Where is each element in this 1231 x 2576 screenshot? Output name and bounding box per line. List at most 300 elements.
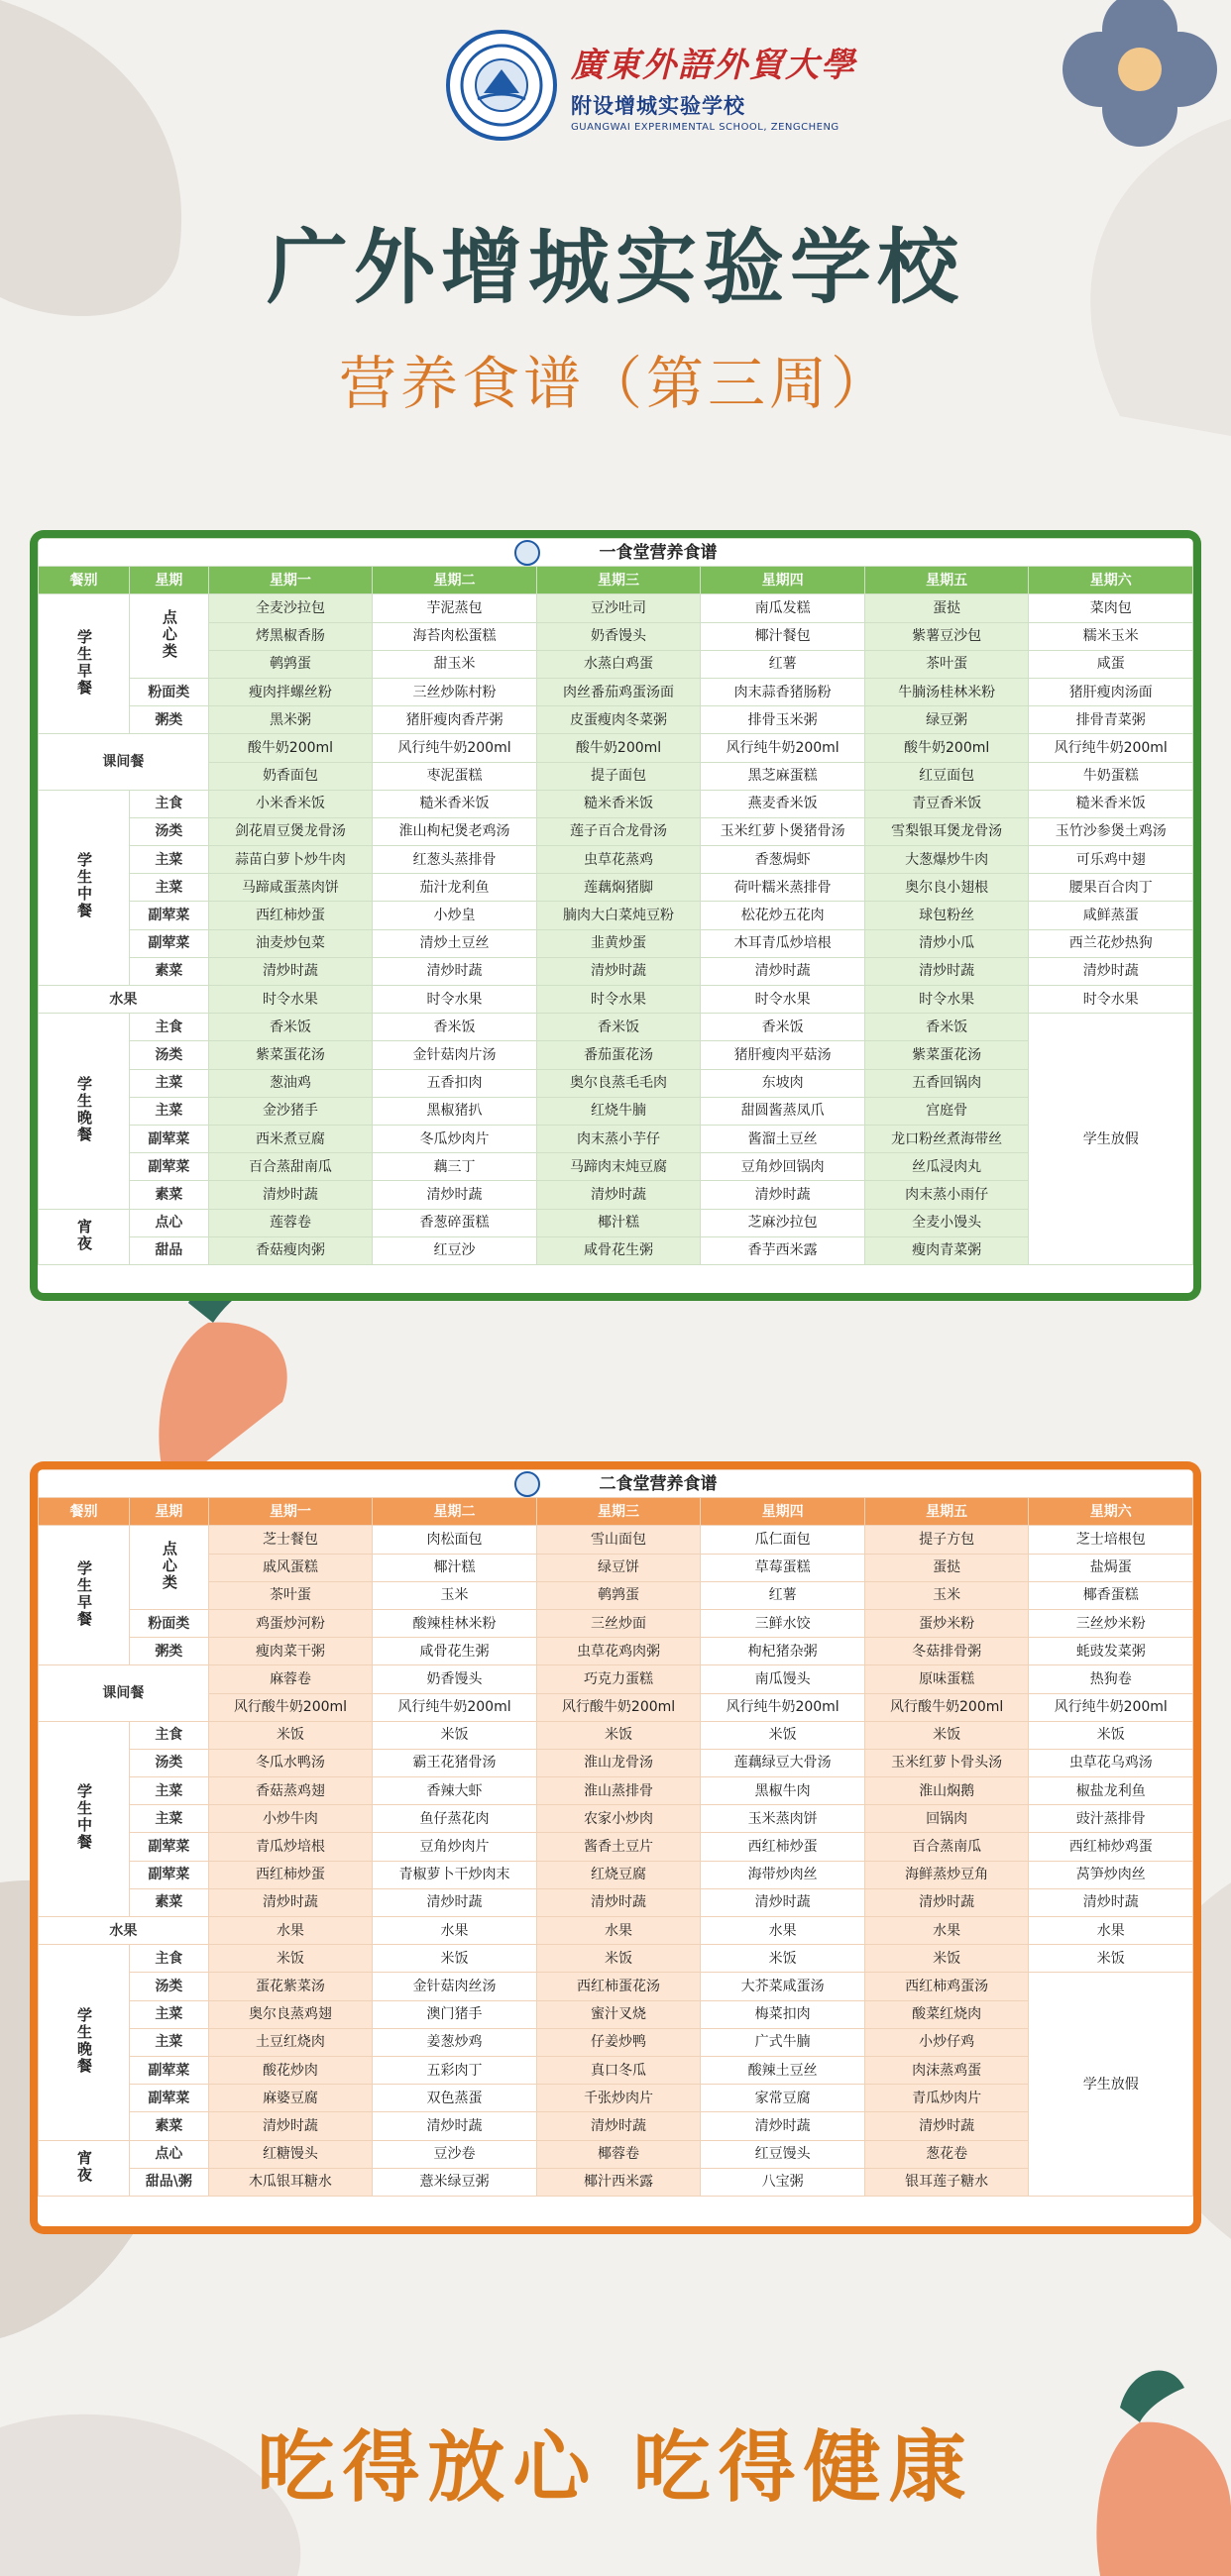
menu-cell: 淮山焖鹅 xyxy=(864,1777,1029,1805)
menu-cell: 时令水果 xyxy=(373,986,537,1014)
column-header: 星期 xyxy=(129,567,208,594)
menu-cell: 米饭 xyxy=(1029,1945,1193,1973)
menu-cell: 黑米粥 xyxy=(208,706,373,734)
meal-label-fruit: 水果 xyxy=(39,986,209,1014)
meal-label-text: 学生晚餐 xyxy=(74,2006,93,2075)
page-subtitle: 营养食谱（第三周） xyxy=(338,350,892,417)
menu-cell: 米饭 xyxy=(536,1721,701,1749)
menu-cell: 风行纯牛奶200ml xyxy=(701,1693,865,1721)
menu-cell: 腩肉大白菜炖豆粉 xyxy=(536,902,701,929)
type-label: 副荤菜 xyxy=(129,902,208,929)
menu-cell: 清炒时蔬 xyxy=(373,1181,537,1209)
type-label: 副荤菜 xyxy=(129,2085,208,2112)
menu-cell: 紫薯豆沙包 xyxy=(864,622,1029,650)
menu-cell: 梅菜扣肉 xyxy=(701,2000,865,2028)
menu-cell: 时令水果 xyxy=(701,986,865,1014)
meal-label-break: 课间餐 xyxy=(39,734,209,790)
menu-cell: 绿豆粥 xyxy=(864,706,1029,734)
menu-cell: 百合蒸甜南瓜 xyxy=(208,1153,373,1181)
meal-label-breakfast xyxy=(39,1526,130,1665)
table-row xyxy=(39,1041,1193,1069)
column-header: 星期一 xyxy=(208,1498,373,1526)
menu-cell: 小炒皇 xyxy=(373,902,537,929)
menu-cell: 提子方包 xyxy=(864,1526,1029,1554)
menu-cell: 双色蒸蛋 xyxy=(373,2085,537,2112)
menu-cell: 莲子百合龙骨汤 xyxy=(536,817,701,845)
menu-cell: 时令水果 xyxy=(536,986,701,1014)
menu-cell: 冬菇排骨粥 xyxy=(864,1638,1029,1665)
menu-cell: 广式牛腩 xyxy=(701,2028,865,2056)
menu-cell: 黑椒猪扒 xyxy=(373,1097,537,1125)
page-title: 广外增城实验学校 xyxy=(266,221,964,315)
menu-cell: 澳门猪手 xyxy=(373,2000,537,2028)
menu-cell: 三丝炒米粉 xyxy=(1029,1609,1193,1637)
menu-cell: 奥尔良小翅根 xyxy=(864,874,1029,902)
menu-cell: 米饭 xyxy=(701,1721,865,1749)
table-row xyxy=(39,846,1193,874)
menu-cell: 酸牛奶200ml xyxy=(864,734,1029,762)
menu-cell: 红豆沙 xyxy=(373,1236,537,1264)
menu-cell: 米饭 xyxy=(373,1721,537,1749)
menu-cell: 清炒时蔬 xyxy=(864,957,1029,985)
menu-cell: 麻蓉卷 xyxy=(208,1665,373,1693)
menu-cell: 风行酸牛奶200ml xyxy=(208,1693,373,1721)
menu-cell: 水果 xyxy=(864,1917,1029,1945)
menu-cell: 皮蛋瘦肉冬菜粥 xyxy=(536,706,701,734)
menu-cell: 米饭 xyxy=(208,1945,373,1973)
type-label: 主菜 xyxy=(129,1097,208,1125)
menu-cell: 茄汁龙利鱼 xyxy=(373,874,537,902)
table-title-text: 二食堂营养食谱 xyxy=(599,1473,718,1494)
menu-cell: 西红柿鸡蛋汤 xyxy=(864,1973,1029,2000)
type-label: 素菜 xyxy=(129,957,208,985)
menu-cell: 玉竹沙参煲土鸡汤 xyxy=(1029,817,1193,845)
column-header: 餐别 xyxy=(39,567,130,594)
menu-cell: 玉米 xyxy=(864,1581,1029,1609)
menu-cell: 椰汁餐包 xyxy=(701,622,865,650)
table-row xyxy=(39,1609,1193,1637)
table-title xyxy=(39,1470,1193,1498)
type-label: 主菜 xyxy=(129,1777,208,1805)
menu-cell: 蛋挞 xyxy=(864,594,1029,622)
menu-cell: 肉松面包 xyxy=(373,1526,537,1554)
menu-cell: 淮山枸杞煲老鸡汤 xyxy=(373,817,537,845)
type-label: 主菜 xyxy=(129,1805,208,1833)
type-label: 主菜 xyxy=(129,874,208,902)
table-row xyxy=(39,1526,1193,1554)
menu-cell: 糙米香米饭 xyxy=(536,790,701,817)
slogan: 吃得放心 吃得健康 xyxy=(257,2423,974,2513)
menu-cell: 清炒时蔬 xyxy=(536,1888,701,1916)
menu-cell: 糙米香米饭 xyxy=(1029,790,1193,817)
menu-cell: 清炒时蔬 xyxy=(701,1181,865,1209)
table-row xyxy=(39,1014,1193,1041)
menu-cell: 青豆香米饭 xyxy=(864,790,1029,817)
menu-cell: 燕麦香米饭 xyxy=(701,790,865,817)
menu-cell: 芝士培根包 xyxy=(1029,1526,1193,1554)
menu-cell: 姜葱炒鸡 xyxy=(373,2028,537,2056)
type-label: 主食 xyxy=(129,790,208,817)
table-row xyxy=(39,957,1193,985)
table-title xyxy=(39,539,1193,567)
menu-cell: 青椒萝卜干炒肉末 xyxy=(373,1861,537,1888)
menu-cell: 西红柿炒蛋 xyxy=(208,1861,373,1888)
menu-cell: 虫草花蒸鸡 xyxy=(536,846,701,874)
menu-cell: 风行纯牛奶200ml xyxy=(373,734,537,762)
type-label: 主食 xyxy=(129,1014,208,1041)
menu-cell: 五彩肉丁 xyxy=(373,2056,537,2084)
menu-cell: 木瓜银耳糖水 xyxy=(208,2168,373,2196)
type-label: 粥类 xyxy=(129,1638,208,1665)
menu-cell: 椰汁西米露 xyxy=(536,2168,701,2196)
menu-cell: 原味蛋糕 xyxy=(864,1665,1029,1693)
meal-label-night xyxy=(39,2140,130,2196)
table-row xyxy=(39,1125,1193,1152)
table-row xyxy=(39,622,1193,650)
menu-cell: 虫草花乌鸡汤 xyxy=(1029,1749,1193,1776)
meal-label-text: 学生中餐 xyxy=(74,852,93,920)
type-label: 点心 xyxy=(129,1209,208,1236)
menu-cell: 清炒土豆丝 xyxy=(373,929,537,957)
menu-cell: 枸杞猪杂粥 xyxy=(701,1638,865,1665)
menu-cell: 米饭 xyxy=(208,1721,373,1749)
menu-cell: 宫庭骨 xyxy=(864,1097,1029,1125)
menu-cell: 香米饭 xyxy=(701,1014,865,1041)
school-logo xyxy=(446,30,856,141)
table-row xyxy=(39,2028,1193,2056)
menu-cell: 可乐鸡中翅 xyxy=(1029,846,1193,874)
menu-cell: 绿豆饼 xyxy=(536,1554,701,1581)
menu-cell: 风行纯牛奶200ml xyxy=(1029,734,1193,762)
menu-cell: 猪肝瘦肉平菇汤 xyxy=(701,1041,865,1069)
school-subname: 附设增城实验学校 xyxy=(571,94,745,118)
menu-cell: 米饭 xyxy=(1029,1721,1193,1749)
menu-cell: 草莓蛋糕 xyxy=(701,1554,865,1581)
menu-cell: 水果 xyxy=(701,1917,865,1945)
menu-cell: 五香回锅肉 xyxy=(864,1069,1029,1097)
type-label: 粉面类 xyxy=(129,678,208,705)
table-header-row xyxy=(39,1498,1193,1526)
menu-cell: 龙口粉丝煮海带丝 xyxy=(864,1125,1029,1152)
type-label: 素菜 xyxy=(129,1181,208,1209)
menu-cell: 回锅肉 xyxy=(864,1805,1029,1833)
menu-cell: 清炒时蔬 xyxy=(536,2112,701,2140)
menu-cell: 肉末蒸小芋仔 xyxy=(536,1125,701,1152)
column-header: 餐别 xyxy=(39,1498,130,1526)
menu-cell: 瘦肉拌螺丝粉 xyxy=(208,678,373,705)
meal-label-text: 宵夜 xyxy=(74,1218,93,1252)
menu-cell: 清炒时蔬 xyxy=(1029,957,1193,985)
table-row xyxy=(39,1554,1193,1581)
table-row xyxy=(39,817,1193,845)
meal-label-breakfast xyxy=(39,594,130,734)
type-label: 点心 xyxy=(129,2140,208,2168)
menu-cell: 甜圆酱蒸凤爪 xyxy=(701,1097,865,1125)
table-row xyxy=(39,2085,1193,2112)
menu-cell: 米饭 xyxy=(536,1945,701,1973)
menu-cell: 鸡蛋炒河粉 xyxy=(208,1609,373,1637)
column-header: 星期六 xyxy=(1029,1498,1193,1526)
type-label: 粥类 xyxy=(129,706,208,734)
type-label: 主食 xyxy=(129,1721,208,1749)
menu-cell: 奶香馒头 xyxy=(536,622,701,650)
menu-cell: 水果 xyxy=(536,1917,701,1945)
menu-cell: 香芋西米露 xyxy=(701,1236,865,1264)
menu-cell: 豆角炒肉片 xyxy=(373,1833,537,1861)
menu-cell: 西红柿炒鸡蛋 xyxy=(1029,1833,1193,1861)
menu-cell: 茶叶蛋 xyxy=(208,1581,373,1609)
menu-cell: 西兰花炒热狗 xyxy=(1029,929,1193,957)
table-row xyxy=(39,594,1193,622)
table-row xyxy=(39,1638,1193,1665)
menu-table-canteen-1 xyxy=(38,538,1193,1265)
menu-cell: 风行酸牛奶200ml xyxy=(536,1693,701,1721)
menu-cell: 咸鲜蒸蛋 xyxy=(1029,902,1193,929)
type-label: 汤类 xyxy=(129,817,208,845)
menu-cell: 咸骨花生粥 xyxy=(536,1236,701,1264)
table-row xyxy=(39,1888,1193,1916)
menu-cell: 米饭 xyxy=(864,1945,1029,1973)
menu-cell: 霸王花猪骨汤 xyxy=(373,1749,537,1776)
column-header: 星期五 xyxy=(864,1498,1029,1526)
menu-cell: 冬瓜水鸭汤 xyxy=(208,1749,373,1776)
meal-label-dinner xyxy=(39,1945,130,2140)
table-row xyxy=(39,706,1193,734)
menu-cell: 葱花卷 xyxy=(864,2140,1029,2168)
meal-label-lunch xyxy=(39,1721,130,1916)
menu-cell: 酸花炒肉 xyxy=(208,2056,373,2084)
table-row xyxy=(39,734,1193,762)
table-row xyxy=(39,1181,1193,1209)
menu-cell: 红薯 xyxy=(701,1581,865,1609)
table-row xyxy=(39,1917,1193,1945)
menu-cell: 红薯 xyxy=(701,650,865,678)
column-header: 星期三 xyxy=(536,1498,701,1526)
menu-cell: 莲蓉卷 xyxy=(208,1209,373,1236)
menu-cell: 东坡肉 xyxy=(701,1069,865,1097)
menu-cell: 全麦小馒头 xyxy=(864,1209,1029,1236)
menu-cell: 青瓜炒肉片 xyxy=(864,2085,1029,2112)
menu-cell: 枣泥蛋糕 xyxy=(373,762,537,790)
menu-cell: 金针菇肉丝汤 xyxy=(373,1973,537,2000)
university-name: 廣東外語外貿大學 xyxy=(571,46,856,85)
type-label: 主菜 xyxy=(129,2000,208,2028)
menu-cell: 椰蓉卷 xyxy=(536,2140,701,2168)
menu-cell: 鹌鹑蛋 xyxy=(208,650,373,678)
menu-cell: 时令水果 xyxy=(208,986,373,1014)
menu-cell: 丝瓜浸肉丸 xyxy=(864,1153,1029,1181)
menu-cell: 松花炒五花肉 xyxy=(701,902,865,929)
type-label: 粉面类 xyxy=(129,1609,208,1637)
type-label: 素菜 xyxy=(129,1888,208,1916)
table-title-row xyxy=(39,539,1193,567)
menu-cell: 豆角炒回锅肉 xyxy=(701,1153,865,1181)
menu-cell: 水蒸白鸡蛋 xyxy=(536,650,701,678)
menu-cell: 香菇瘦肉粥 xyxy=(208,1236,373,1264)
table-row xyxy=(39,1805,1193,1833)
menu-cell: 冬瓜炒肉片 xyxy=(373,1125,537,1152)
meal-label-fruit: 水果 xyxy=(39,1917,209,1945)
menu-cell: 米饭 xyxy=(864,1721,1029,1749)
table-row xyxy=(39,1861,1193,1888)
menu-cell: 清炒时蔬 xyxy=(536,1181,701,1209)
column-header: 星期五 xyxy=(864,567,1029,594)
menu-cell: 肉末蒸小雨仔 xyxy=(864,1181,1029,1209)
menu-cell: 油麦炒包菜 xyxy=(208,929,373,957)
menu-cell: 蜜汁叉烧 xyxy=(536,2000,701,2028)
menu-cell: 清炒时蔬 xyxy=(701,1888,865,1916)
type-label: 主食 xyxy=(129,1945,208,1973)
menu-cell: 巧克力蛋糕 xyxy=(536,1665,701,1693)
menu-cell: 水果 xyxy=(1029,1917,1193,1945)
column-header: 星期四 xyxy=(701,1498,865,1526)
menu-cell: 香菇蒸鸡翅 xyxy=(208,1777,373,1805)
menu-cell: 大葱爆炒牛肉 xyxy=(864,846,1029,874)
menu-cell: 全麦沙拉包 xyxy=(208,594,373,622)
menu-cell: 香葱碎蛋糕 xyxy=(373,1209,537,1236)
table-row xyxy=(39,790,1193,817)
menu-cell: 蛋炒米粉 xyxy=(864,1609,1029,1637)
table-row xyxy=(39,650,1193,678)
meal-label-text: 学生晚餐 xyxy=(74,1075,93,1143)
menu-cell: 三丝炒陈村粉 xyxy=(373,678,537,705)
table-row xyxy=(39,929,1193,957)
menu-cell: 雪山面包 xyxy=(536,1526,701,1554)
menu-cell: 热狗卷 xyxy=(1029,1665,1193,1693)
menu-cell: 排骨玉米粥 xyxy=(701,706,865,734)
menu-cell: 蛋挞 xyxy=(864,1554,1029,1581)
meal-label-text: 宵夜 xyxy=(74,2149,93,2184)
menu-cell: 海苔肉松蛋糕 xyxy=(373,622,537,650)
menu-cell: 小炒牛肉 xyxy=(208,1805,373,1833)
menu-cell: 农家小炒肉 xyxy=(536,1805,701,1833)
meal-label-text: 学生早餐 xyxy=(74,628,93,697)
menu-cell: 酱香土豆片 xyxy=(536,1833,701,1861)
menu-cell: 香米饭 xyxy=(864,1014,1029,1041)
table-row xyxy=(39,2000,1193,2028)
menu-cell: 马蹄咸蛋蒸肉饼 xyxy=(208,874,373,902)
menu-cell: 奶香面包 xyxy=(208,762,373,790)
menu-cell: 香米饭 xyxy=(208,1014,373,1041)
type-label: 副荤菜 xyxy=(129,1833,208,1861)
menu-cell: 红豆馒头 xyxy=(701,2140,865,2168)
menu-cell: 球包粉丝 xyxy=(864,902,1029,929)
menu-cell: 清炒时蔬 xyxy=(373,957,537,985)
column-header: 星期三 xyxy=(536,567,701,594)
menu-cell: 金沙猪手 xyxy=(208,1097,373,1125)
column-header: 星期四 xyxy=(701,567,865,594)
menu-cell: 香米饭 xyxy=(373,1014,537,1041)
menu-cell: 时令水果 xyxy=(864,986,1029,1014)
menu-cell: 奥尔良蒸毛毛肉 xyxy=(536,1069,701,1097)
menu-cell: 海鲜蒸炒豆角 xyxy=(864,1861,1029,1888)
type-label: 汤类 xyxy=(129,1041,208,1069)
type-label-text: 点心类 xyxy=(160,1541,178,1592)
menu-cell: 香米饭 xyxy=(536,1014,701,1041)
menu-cell: 水果 xyxy=(373,1917,537,1945)
menu-cell: 千张炒肉片 xyxy=(536,2085,701,2112)
type-label-snack xyxy=(129,594,208,679)
type-label: 汤类 xyxy=(129,1749,208,1776)
menu-cell: 清炒时蔬 xyxy=(373,1888,537,1916)
meal-label-lunch xyxy=(39,790,130,985)
menu-cell: 清炒时蔬 xyxy=(208,957,373,985)
menu-cell: 虫草花鸡肉粥 xyxy=(536,1638,701,1665)
menu-cell: 芝士餐包 xyxy=(208,1526,373,1554)
type-label: 副荤菜 xyxy=(129,1125,208,1152)
menu-cell: 黑芝麻蛋糕 xyxy=(701,762,865,790)
table-row xyxy=(39,1581,1193,1609)
meal-label-break: 课间餐 xyxy=(39,1665,209,1721)
column-header: 星期一 xyxy=(208,567,373,594)
menu-cell: 淮山蒸排骨 xyxy=(536,1777,701,1805)
menu-cell: 风行纯牛奶200ml xyxy=(373,1693,537,1721)
school-seal-icon xyxy=(446,30,557,141)
meal-label-text: 学生早餐 xyxy=(74,1559,93,1628)
menu-cell: 小炒仔鸡 xyxy=(864,2028,1029,2056)
menu-cell: 红烧牛腩 xyxy=(536,1097,701,1125)
menu-cell: 家常豆腐 xyxy=(701,2085,865,2112)
meal-label-night xyxy=(39,1209,130,1264)
table-row xyxy=(39,1945,1193,1973)
menu-cell: 芝麻沙拉包 xyxy=(701,1209,865,1236)
menu-cell: 清炒时蔬 xyxy=(1029,1888,1193,1916)
table-title-text: 一食堂营养食谱 xyxy=(599,542,718,563)
menu-cell: 排骨青菜粥 xyxy=(1029,706,1193,734)
menu-cell: 甜玉米 xyxy=(373,650,537,678)
menu-cell: 银耳莲子糖水 xyxy=(864,2168,1029,2196)
menu-cell: 椰汁糕 xyxy=(373,1554,537,1581)
menu-cell: 土豆红烧肉 xyxy=(208,2028,373,2056)
menu-cell: 淮山龙骨汤 xyxy=(536,1749,701,1776)
menu-cell: 风行纯牛奶200ml xyxy=(1029,1693,1193,1721)
menu-cell: 椰汁糕 xyxy=(536,1209,701,1236)
menu-cell: 芋泥蒸包 xyxy=(373,594,537,622)
menu-cell: 西红柿炒蛋 xyxy=(208,902,373,929)
table-row xyxy=(39,902,1193,929)
menu-cell: 瘦肉青菜粥 xyxy=(864,1236,1029,1264)
school-mini-logo-icon xyxy=(514,1471,540,1497)
menu-cell: 酸辣土豆丝 xyxy=(701,2056,865,2084)
menu-cell: 肉沫蒸鸡蛋 xyxy=(864,2056,1029,2084)
table-row xyxy=(39,1069,1193,1097)
table-row xyxy=(39,1236,1193,1264)
menu-cell: 韭黄炒蛋 xyxy=(536,929,701,957)
menu-cell: 水果 xyxy=(208,1917,373,1945)
menu-cell: 莲藕绿豆大骨汤 xyxy=(701,1749,865,1776)
menu-cell: 腰果百合肉丁 xyxy=(1029,874,1193,902)
menu-cell: 肉末蒜香猪肠粉 xyxy=(701,678,865,705)
menu-cell: 三丝炒面 xyxy=(536,1609,701,1637)
menu-card-canteen-1 xyxy=(30,530,1201,1301)
menu-cell: 红葱头蒸排骨 xyxy=(373,846,537,874)
menu-cell: 大芥菜咸蛋汤 xyxy=(701,1973,865,2000)
menu-cell: 紫菜蛋花汤 xyxy=(208,1041,373,1069)
menu-cell: 盐焗蛋 xyxy=(1029,1554,1193,1581)
table-row xyxy=(39,1153,1193,1181)
menu-cell: 荷叶糯米蒸排骨 xyxy=(701,874,865,902)
menu-cell: 金针菇肉片汤 xyxy=(373,1041,537,1069)
menu-cell: 红糖馒头 xyxy=(208,2140,373,2168)
table-row xyxy=(39,2056,1193,2084)
menu-cell: 玉米红萝卜煲猪骨汤 xyxy=(701,817,865,845)
school-mini-logo-icon xyxy=(514,540,540,566)
menu-cell: 百合蒸南瓜 xyxy=(864,1833,1029,1861)
table-row xyxy=(39,678,1193,705)
menu-cell: 奶香馒头 xyxy=(373,1665,537,1693)
menu-cell: 香葱焗虾 xyxy=(701,846,865,874)
menu-cell: 海带炒肉丝 xyxy=(701,1861,865,1888)
